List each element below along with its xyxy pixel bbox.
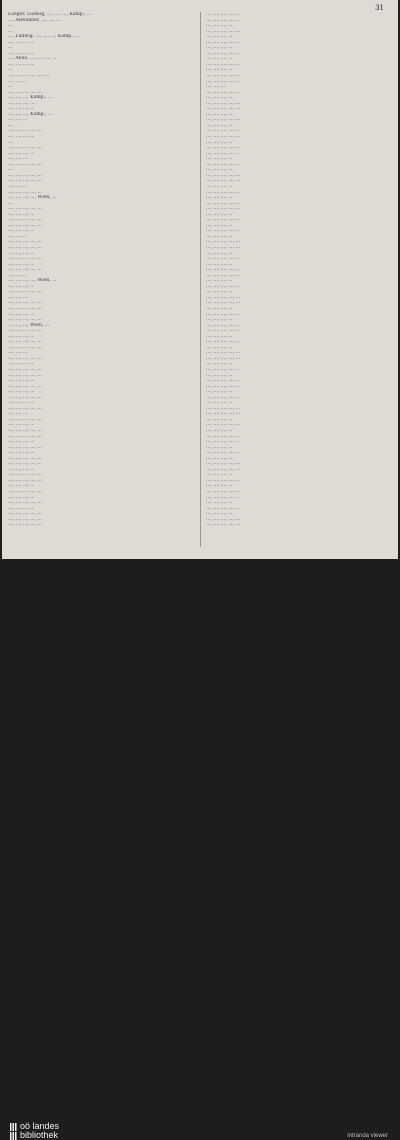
- text-line: ..., ..., ..., ..., ...: [206, 267, 241, 273]
- text-line: ..., ..., ..., ..., ...: [206, 89, 241, 95]
- text-line: ..., ..., ..., ..., ...: [8, 317, 43, 323]
- text-line: ..., ..., ...: [8, 350, 28, 356]
- text-line: ..., ..., ..., ..., ...: [206, 217, 241, 223]
- text-line: ..., ..., ..., ..., ...: [8, 367, 43, 372]
- text-line: ..., ..., ..., ...: [206, 333, 233, 339]
- text-line: ..., ..., ..., ..., ...: [206, 450, 241, 456]
- text-line: ..., ..., ..., ..., ...: [8, 433, 43, 439]
- right-column: [206, 12, 386, 528]
- text-line: ..., ..., ..., ..., ...: [8, 394, 43, 400]
- text-line: Lueger, Ludwig, ..., ..., ..., Kamp., ...: [8, 12, 92, 17]
- logo-text-bottom: bibliothek: [20, 1130, 59, 1140]
- text-line: ..., ..., ..., ..., ...: [206, 383, 241, 389]
- text-line: ..., ..., ..., ..., ...: [8, 222, 43, 228]
- text-line: ..., ..., ..., ..., ...: [206, 367, 241, 372]
- text-line: ..., ..., ..., Wien, ...: [8, 322, 50, 328]
- text-line: ..., ..., ...: [8, 294, 28, 300]
- text-line: ..., ..., ..., ..., ...: [206, 350, 241, 356]
- text-line: ..., ..., ..., ...: [8, 61, 35, 67]
- text-line: ..., ..., ..., ..., ...: [8, 372, 43, 378]
- text-line: ..., ..., ...: [8, 183, 28, 189]
- text-line: ..., ..., ...: [8, 78, 28, 84]
- text-line: ..., ..., ..., ..., ...: [206, 161, 241, 167]
- text-line: ...: [8, 67, 13, 73]
- text-line: ..., ..., ..., ...: [206, 167, 233, 173]
- text-line: ..., ..., ..., ...: [206, 195, 233, 201]
- text-line: ...: [8, 84, 13, 90]
- text-line: ..., ..., ..., ...: [8, 450, 35, 456]
- text-line: ..., ..., ..., ...: [206, 455, 233, 461]
- text-line: ..., ..., ..., ...: [8, 505, 35, 511]
- text-line: ..., ..., ..., ..., ...: [206, 145, 241, 151]
- text-line: ...: [8, 122, 13, 128]
- text-line: ..., ..., ..., ..., ...: [206, 405, 241, 411]
- bars-icon: [10, 1123, 17, 1131]
- text-line: ..., ..., ..., ...: [206, 278, 233, 284]
- text-line: ..., ..., ..., ...: [206, 305, 233, 311]
- text-line: ..., ..., ..., ...: [8, 439, 35, 445]
- text-line: ..., ..., ..., ...: [8, 389, 35, 395]
- text-line: ..., ..., ..., ..., ...: [8, 172, 43, 178]
- page-number: 31: [375, 4, 384, 12]
- text-line: ..., ..., ..., ..., ...: [8, 516, 43, 522]
- text-line: ..., ..., ..., ..., ...: [206, 516, 241, 522]
- text-line: ..., ..., ..., ...: [8, 378, 35, 384]
- text-line: ..., ..., ..., ...: [206, 139, 233, 145]
- text-line: ..., ..., ..., ..., ...: [206, 206, 241, 212]
- text-line: ..., ..., ..., ..., ...: [8, 256, 43, 262]
- text-line: ..., ..., ..., ..., ...: [206, 256, 241, 262]
- text-line: ..., ..., ..., ...: [8, 228, 35, 234]
- text-line: ..., ..., ...: [8, 272, 28, 278]
- text-line: ..., ..., ..., ...: [206, 122, 233, 128]
- text-line: ...: [8, 28, 13, 34]
- text-line: ..., ..., ..., ..., ...: [8, 428, 43, 434]
- text-line: ..., ..., ..., ..., ...: [8, 461, 43, 467]
- text-line: ..., ..., ..., Kamp., ...: [8, 111, 53, 117]
- text-line: ..., ..., ..., ...: [206, 183, 233, 189]
- text-line: ..., ..., ..., ..., ...: [8, 416, 43, 422]
- text-line: ..., ..., ..., ..., ...: [206, 378, 241, 384]
- text-line: ..., ..., ..., ..., ...: [206, 228, 241, 234]
- text-line: ..., ..., ..., ..., ...: [8, 217, 43, 223]
- text-line: ..., ..., ...: [8, 117, 28, 123]
- scanned-page: [2, 0, 398, 559]
- text-line: ..., ..., ..., ...: [8, 466, 35, 472]
- text-line: ..., ..., ..., ...: [206, 111, 233, 117]
- text-line: ..., ..., ..., ..., ...: [206, 355, 241, 361]
- text-line: ..., ..., ..., ..., ...: [206, 117, 241, 123]
- text-line: ..., ..., ..., ..., ...: [206, 100, 241, 106]
- text-line: ..., ..., ..., ..., ...: [206, 328, 241, 334]
- text-line: ..., ..., ..., ...: [206, 400, 233, 406]
- text-line: ..., ..., ..., ...: [8, 311, 35, 317]
- text-line: ..., ..., ..., ...: [206, 34, 233, 40]
- text-line: ..., ..., ...: [8, 411, 28, 417]
- text-line: ..., ..., ..., ...: [206, 95, 233, 101]
- text-line: ..., ..., ..., ..., ...: [8, 206, 43, 212]
- text-line: ..., ..., ..., ..., ...: [8, 472, 43, 478]
- text-line: ..., ..., ..., ...: [206, 472, 233, 478]
- text-line: ..., ..., ..., ..., ...: [206, 422, 241, 428]
- text-line: ..., ..., ..., ..., ...: [8, 161, 43, 167]
- text-line: ..., ..., ..., ..., ...: [206, 411, 241, 417]
- bars-icon: [10, 1132, 17, 1140]
- text-line: ..., ..., ..., ..., Wien, ...: [8, 195, 57, 201]
- text-line: ..., ..., ..., ..., ...: [8, 289, 43, 295]
- text-line: ..., ..., ..., Kamp., ...: [8, 95, 53, 101]
- text-line: ..., ..., ..., ...: [206, 444, 233, 450]
- logo-text-top: oö landes: [20, 1121, 60, 1131]
- text-line: ..., ..., ..., ..., ...: [8, 89, 43, 95]
- text-line: ..., ..., ..., ...: [8, 494, 35, 500]
- text-line: ..., ..., ..., ..., ...: [8, 128, 43, 134]
- text-line: ..., ..., ...: [206, 84, 226, 90]
- text-line: ..., ..., ..., ..., ...: [206, 150, 241, 156]
- text-line: ..., ..., ..., ..., ...: [8, 244, 43, 250]
- text-line: ..., ..., ..., ..., ...: [206, 239, 241, 245]
- text-line: ..., ..., ..., ..., ...: [8, 500, 43, 506]
- text-line: ..., ..., ..., ..., ...: [206, 322, 241, 328]
- text-line: ..., ..., ..., ...: [8, 400, 35, 406]
- text-line: ..., ..., ..., ...: [206, 67, 233, 73]
- text-line: ..., ..., ..., ..., ...: [206, 78, 241, 84]
- text-line: ..., ..., ..., ...: [206, 344, 233, 350]
- text-line: ..., ..., ..., ...: [206, 250, 233, 256]
- text-line: ..., ..., ..., ...: [206, 45, 233, 51]
- text-line: ..., ..., ..., ..., ...: [206, 461, 241, 467]
- text-line: ..., ..., ..., ...: [206, 389, 233, 395]
- text-line: ..., Alexander, ..., ..., ...: [8, 17, 61, 23]
- text-line: ..., ..., ..., ..., ...: [206, 477, 241, 483]
- text-line: ..., ..., ..., ...: [8, 134, 35, 140]
- text-line: ..., ..., ..., ...: [206, 233, 233, 239]
- text-line: ..., ..., ..., ..., ...: [206, 128, 241, 134]
- text-line: ...: [8, 45, 13, 51]
- text-line: ..., ..., ..., ..., ...: [206, 17, 241, 23]
- text-line: ..., ..., ..., ...: [8, 483, 35, 489]
- text-line: ..., ..., ..., ..., ...: [8, 189, 43, 195]
- text-line: ..., ..., ..., ..., ...: [8, 522, 43, 528]
- text-line: ..., ..., ..., ..., ...: [206, 311, 241, 317]
- text-line: ..., ..., ..., ..., ...: [206, 134, 241, 140]
- text-line: ..., ..., ..., ..., ...: [206, 106, 241, 112]
- text-line: ..., ..., ..., ..., ...: [206, 178, 241, 184]
- text-line: ..., ..., ..., ...: [8, 422, 35, 428]
- text-line: ..., ..., ..., ..., ...: [8, 355, 43, 361]
- text-line: ..., ..., ..., ..., ...: [206, 61, 241, 67]
- text-line: ..., ..., ..., ...: [206, 289, 233, 295]
- text-line: ..., ..., ..., ..., ...: [206, 394, 241, 400]
- text-line: ..., ..., ..., ...: [206, 416, 233, 422]
- text-line: ..., ..., ..., ..., ...: [8, 383, 43, 389]
- text-line: ..., ..., ..., ..., ...: [8, 178, 43, 184]
- text-line: ..., ..., ..., ...: [206, 428, 233, 434]
- text-line: ..., ..., ..., ...: [206, 222, 233, 228]
- text-line: ..., ..., ..., ..., ...: [206, 283, 241, 289]
- text-line: ..., ..., ..., ..., ...: [206, 189, 241, 195]
- text-line: ..., ..., ..., ..., ...: [8, 339, 43, 345]
- text-line: ..., ..., ..., ...: [8, 106, 35, 112]
- text-line: ..., ..., ..., ...: [206, 56, 233, 62]
- left-column: [8, 12, 188, 528]
- text-line: ..., ..., ..., ...: [206, 211, 233, 217]
- text-line: ..., ..., ..., ..., ...: [8, 239, 43, 245]
- text-line: ..., ..., ..., ..., ...: [8, 477, 43, 483]
- text-line: ..., ..., ..., ..., ...: [206, 339, 241, 345]
- viewer-label: intranda viewer: [347, 1133, 388, 1139]
- text-line: ..., ..., ..., ..., ...: [8, 455, 43, 461]
- text-line: ..., ..., ..., ..., ...: [206, 28, 241, 34]
- text-line: ..., ..., ..., ..., ...: [8, 344, 43, 350]
- text-line: ..., Ludwig, ..., ..., ..., Kamp., ...: [8, 34, 81, 40]
- text-line: ..., ..., ..., ..., ...: [8, 328, 43, 334]
- text-line: ...: [8, 200, 13, 206]
- text-line: ..., ..., ..., ...: [8, 261, 35, 267]
- text-line: ..., ..., ..., ..., ...: [206, 272, 241, 278]
- viewer-footer: [0, 559, 400, 1140]
- text-line: ..., ..., ...: [8, 233, 28, 239]
- library-logo[interactable]: [10, 1122, 59, 1140]
- text-line: ..., ..., ..., ..., ...: [206, 494, 241, 500]
- text-line: ...: [8, 139, 13, 145]
- text-line: ..., ..., ..., ...: [206, 372, 233, 378]
- text-line: ..., ..., ..., ..., Wien, ...: [8, 278, 57, 284]
- text-line: ..., ..., ..., ..., ...: [8, 489, 43, 495]
- text-line: ..., ..., ..., ...: [8, 361, 35, 367]
- text-line: ..., ..., ..., ..., ...: [206, 433, 241, 439]
- text-line: ..., ..., ..., ..., ...: [206, 522, 241, 528]
- text-line: ..., ..., ..., ...: [8, 250, 35, 256]
- text-line: ..., ..., ..., ..., ...: [8, 444, 43, 450]
- text-line: ..., ..., ..., ..., ...: [8, 305, 43, 311]
- text-line: ..., ..., ..., ..., ...: [8, 300, 43, 306]
- text-line: ..., ..., ..., ...: [8, 50, 35, 56]
- text-line: ..., ..., ..., ...: [206, 500, 233, 506]
- text-line: ..., ..., ..., ..., ...: [206, 12, 241, 17]
- column-divider: [200, 12, 201, 547]
- text-line: ..., ..., ..., ..., ...: [206, 466, 241, 472]
- text-line: ..., ..., ..., ..., ..., ...: [8, 73, 50, 79]
- text-line: ..., ..., ..., ...: [8, 150, 35, 156]
- text-line: ..., ..., ...: [8, 156, 28, 162]
- text-line: ..., ..., ..., ...: [206, 317, 233, 323]
- text-line: ..., ..., ..., ...: [206, 361, 233, 367]
- text-line: ..., ..., ..., ...: [206, 511, 233, 517]
- text-line: ..., Alois, ..., ..., ..., ...: [8, 56, 57, 62]
- text-line: ..., ..., ..., ..., ...: [206, 300, 241, 306]
- text-line: ..., ..., ..., ..., ...: [206, 505, 241, 511]
- text-line: ..., ..., ..., ...: [206, 156, 233, 162]
- text-line: ..., ..., ..., ...: [206, 261, 233, 267]
- text-line: ..., ..., ..., ...: [206, 483, 233, 489]
- text-line: ..., ..., ..., ...: [8, 211, 35, 217]
- text-line: ..., ..., ..., ..., ...: [206, 39, 241, 45]
- text-line: ..., ..., ..., ..., ...: [8, 145, 43, 151]
- text-line: ..., ..., ..., ...: [206, 23, 233, 29]
- text-line: ..., ..., ..., ..., ...: [206, 73, 241, 79]
- text-line: ...: [8, 167, 13, 173]
- text-line: ..., ..., ..., ..., ...: [206, 294, 241, 300]
- text-line: ..., ..., ..., ...: [8, 283, 35, 289]
- text-line: ..., ..., ..., ...: [8, 333, 35, 339]
- text-line: ..., ..., ..., ..., ...: [206, 200, 241, 206]
- text-line: ..., ..., ..., ..., ...: [8, 267, 43, 273]
- text-line: ..., ..., ..., ...: [8, 100, 35, 106]
- text-line: ..., ..., ..., ..., ...: [8, 405, 43, 411]
- text-line: ..., ..., ..., ..., ...: [206, 244, 241, 250]
- text-line: ...: [8, 23, 13, 29]
- text-line: ..., ..., ..., ..., ...: [206, 439, 241, 445]
- text-line: ..., ..., ..., ..., ...: [206, 50, 241, 56]
- text-line: ..., ..., ..., ..., ...: [8, 511, 43, 517]
- text-line: ..., ..., ..., ..., ...: [206, 172, 241, 178]
- text-line: ..., ..., ..., ...: [8, 39, 35, 45]
- text-line: ..., ..., ..., ..., ...: [206, 489, 241, 495]
